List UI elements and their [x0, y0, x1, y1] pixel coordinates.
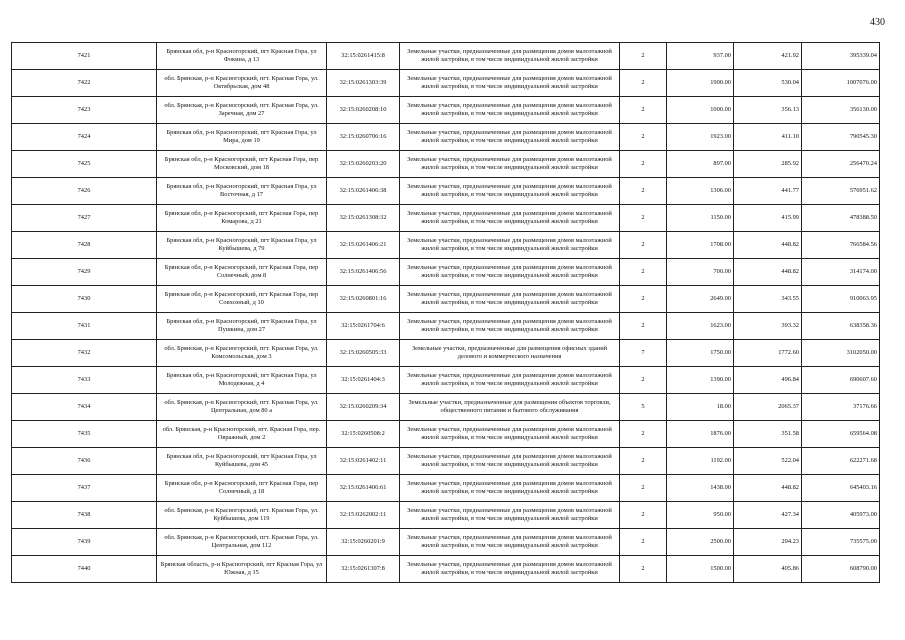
address-cell: обл. Брянская, р-н Красногорский, пгт. Красная Гора, пер. Овражный, дом 2: [157, 421, 327, 448]
table-row: [12, 340, 880, 367]
unit-value-cell: 530.04: [734, 70, 802, 97]
address-cell: Брянская обл, р-н Красногорский, пгт Красная Гора, ул Куйбышева, д 79: [157, 232, 327, 259]
unit-value-cell: 294.23: [734, 529, 802, 556]
area-cell: 1438.00: [667, 475, 734, 502]
table-row: [12, 394, 880, 421]
unit-value-cell: 2065.37: [734, 394, 802, 421]
row-number: 7437: [12, 475, 157, 502]
cadastral-number-cell: 32:15:0261404:3: [327, 367, 400, 394]
use-group-cell: 2: [620, 124, 667, 151]
address-cell: Брянская обл, р-н Красногорский, пгт Красная Гора, пер Комарова, д 21: [157, 205, 327, 232]
use-group-cell: 2: [620, 151, 667, 178]
area-cell: 2500.00: [667, 529, 734, 556]
cadastral-value-cell: 576951.62: [802, 178, 880, 205]
unit-value-cell: 427.34: [734, 502, 802, 529]
land-use-cell: Земельные участки, предназначенные для размещения домов малоэтажной жилой застройки, в том числе индивидуальной жилой застройки: [400, 475, 620, 502]
land-use-cell: Земельные участки, предназначенные для размещения домов малоэтажной жилой застройки, в том числе индивидуальной жилой застройки: [400, 313, 620, 340]
use-group-cell: 5: [620, 394, 667, 421]
cadastral-value-cell: 314174.00: [802, 259, 880, 286]
land-use-cell: Земельные участки, предназначенные для размещения домов малоэтажной жилой застройки, в том числе индивидуальной жилой застройки: [400, 178, 620, 205]
land-use-cell: Земельные участки, предназначенные для размещения домов малоэтажной жилой застройки, в том числе индивидуальной жилой застройки: [400, 502, 620, 529]
cadastral-number-cell: 32:15:0260706:16: [327, 124, 400, 151]
land-use-cell: Земельные участки, предназначенные для размещения домов малоэтажной жилой застройки, в том числе индивидуальной жилой застройки: [400, 70, 620, 97]
table-row: [12, 286, 880, 313]
land-use-cell: Земельные участки, предназначенные для размещения домов малоэтажной жилой застройки, в том числе индивидуальной жилой застройки: [400, 448, 620, 475]
use-group-cell: 2: [620, 286, 667, 313]
area-cell: 1192.00: [667, 448, 734, 475]
address-cell: Брянская обл, р-н Красногорский, пгт Красная Гора, ул Мира, дом 19: [157, 124, 327, 151]
row-number: 7427: [12, 205, 157, 232]
cadastral-number-cell: 32:15:0260508:2: [327, 421, 400, 448]
row-number: 7434: [12, 394, 157, 421]
table-row: [12, 205, 880, 232]
cadastral-value-cell: 478388.50: [802, 205, 880, 232]
row-number: 7433: [12, 367, 157, 394]
land-use-cell: Земельные участки, предназначенные для размещения домов малоэтажной жилой застройки, в том числе индивидуальной жилой застройки: [400, 232, 620, 259]
cadastral-value-cell: 690607.60: [802, 367, 880, 394]
cadastral-value-cell: 405973.00: [802, 502, 880, 529]
cadastral-number-cell: 32:15:0260801:16: [327, 286, 400, 313]
area-cell: 950.00: [667, 502, 734, 529]
cadastral-number-cell: 32:15:0261307:8: [327, 556, 400, 583]
table-row: [12, 43, 880, 70]
unit-value-cell: 522.04: [734, 448, 802, 475]
address-cell: обл. Брянская, р-н Красногорский, пгт. Красная Гора, ул. Октябрьская, дом 48: [157, 70, 327, 97]
cadastral-number-cell: 32:15:0260201:9: [327, 529, 400, 556]
unit-value-cell: 351.58: [734, 421, 802, 448]
row-number: 7421: [12, 43, 157, 70]
cadastral-number-cell: 32:15:0262002:11: [327, 502, 400, 529]
use-group-cell: 2: [620, 502, 667, 529]
land-use-cell: Земельные участки, предназначенные для размещения домов малоэтажной жилой застройки, в том числе индивидуальной жилой застройки: [400, 286, 620, 313]
cadastral-value-cell: 659564.08: [802, 421, 880, 448]
unit-value-cell: 1772.60: [734, 340, 802, 367]
row-number: 7429: [12, 259, 157, 286]
area-cell: 1708.00: [667, 232, 734, 259]
cadastral-value-cell: 395339.04: [802, 43, 880, 70]
table-row: [12, 259, 880, 286]
use-group-cell: 2: [620, 259, 667, 286]
row-number: 7425: [12, 151, 157, 178]
area-cell: 1306.00: [667, 178, 734, 205]
land-use-cell: Земельные участки, предназначенные для размещения домов малоэтажной жилой застройки, в том числе индивидуальной жилой застройки: [400, 124, 620, 151]
unit-value-cell: 441.77: [734, 178, 802, 205]
use-group-cell: 2: [620, 205, 667, 232]
cadastral-number-cell: 32:15:0261303:39: [327, 70, 400, 97]
cadastral-value-cell: 608790.00: [802, 556, 880, 583]
land-use-cell: Земельные участки, предназначенные для размещения домов малоэтажной жилой застройки, в том числе индивидуальной жилой застройки: [400, 151, 620, 178]
unit-value-cell: 393.32: [734, 313, 802, 340]
cadastral-value-cell: 910063.95: [802, 286, 880, 313]
use-group-cell: 2: [620, 313, 667, 340]
area-cell: 1000.00: [667, 97, 734, 124]
cadastral-value-cell: 622271.68: [802, 448, 880, 475]
unit-value-cell: 285.92: [734, 151, 802, 178]
area-cell: 937.00: [667, 43, 734, 70]
table-body: [12, 43, 880, 583]
cadastral-value-cell: 37176.66: [802, 394, 880, 421]
use-group-cell: 2: [620, 367, 667, 394]
cadastral-number-cell: 32:15:0261402:11: [327, 448, 400, 475]
area-cell: 1923.00: [667, 124, 734, 151]
area-cell: 1500.00: [667, 556, 734, 583]
table-row: [12, 70, 880, 97]
address-cell: обл. Брянская, р-н Красногорский, пгт. Красная Гора, ул. Комсомольская, дом 3: [157, 340, 327, 367]
table-row: [12, 448, 880, 475]
row-number: 7440: [12, 556, 157, 583]
area-cell: 1900.00: [667, 70, 734, 97]
unit-value-cell: 448.82: [734, 475, 802, 502]
cadastral-number-cell: 32:15:0261406:61: [327, 475, 400, 502]
unit-value-cell: 343.55: [734, 286, 802, 313]
area-cell: 2649.00: [667, 286, 734, 313]
cadastral-number-cell: 32:15:0261406:21: [327, 232, 400, 259]
use-group-cell: 2: [620, 232, 667, 259]
cadastral-number-cell: 32:15:0261406:56: [327, 259, 400, 286]
table-row: [12, 313, 880, 340]
row-number: 7424: [12, 124, 157, 151]
address-cell: Брянская область, р-н Красногорский, пгт Красная Гора, ул Южная, д 15: [157, 556, 327, 583]
table-row: [12, 178, 880, 205]
cadastral-value-cell: 3102050.00: [802, 340, 880, 367]
land-plots-table: [11, 42, 880, 583]
row-number: 7422: [12, 70, 157, 97]
cadastral-number-cell: 32:15:0260203:20: [327, 151, 400, 178]
row-number: 7439: [12, 529, 157, 556]
address-cell: Брянская обл, р-н Красногорский, пгт Красная Гора, ул Куйбышева, дом 45: [157, 448, 327, 475]
row-number: 7431: [12, 313, 157, 340]
row-number: 7436: [12, 448, 157, 475]
land-use-cell: Земельные участки, предназначенные для размещения домов малоэтажной жилой застройки, в том числе индивидуальной жилой застройки: [400, 556, 620, 583]
table-row: [12, 151, 880, 178]
page-number: 430: [870, 17, 885, 28]
address-cell: обл. Брянская, р-н Красногорский, пгт. Красная Гора, ул. Центральная, дом 80 а: [157, 394, 327, 421]
table-row: [12, 421, 880, 448]
address-cell: обл. Брянская, р-н Красногорский, пгт. Красная Гора, ул. Центральная, дом 112: [157, 529, 327, 556]
use-group-cell: 2: [620, 448, 667, 475]
row-number: 7432: [12, 340, 157, 367]
table-row: [12, 529, 880, 556]
address-cell: Брянская обл, р-н Красногорский, пгт Красная Гора, пер Солнечный, д 18: [157, 475, 327, 502]
address-cell: Брянская обл, р-н Красногорский, пгт Красная Гора, ул Восточная, д 17: [157, 178, 327, 205]
use-group-cell: 2: [620, 421, 667, 448]
land-use-cell: Земельные участки, предназначенные для размещения офисных зданий делового и коммерческого назначения: [400, 340, 620, 367]
area-cell: 897.00: [667, 151, 734, 178]
area-cell: 1876.00: [667, 421, 734, 448]
address-cell: обл. Брянская, р-н Красногорский, пгт. Красная Гора, ул. Заречная, дом 27: [157, 97, 327, 124]
cadastral-number-cell: 32:15:0261308:32: [327, 205, 400, 232]
land-use-cell: Земельные участки, предназначенные для размещения домов малоэтажной жилой застройки, в том числе индивидуальной жилой застройки: [400, 205, 620, 232]
row-number: 7435: [12, 421, 157, 448]
unit-value-cell: 448.82: [734, 259, 802, 286]
land-use-cell: Земельные участки, предназначенные для размещения домов малоэтажной жилой застройки, в том числе индивидуальной жилой застройки: [400, 97, 620, 124]
use-group-cell: 2: [620, 475, 667, 502]
row-number: 7430: [12, 286, 157, 313]
table-row: [12, 97, 880, 124]
address-cell: Брянская обл, р-н Красногорский, пгт Красная Гора, пер Солнечный, дом 8: [157, 259, 327, 286]
row-number: 7426: [12, 178, 157, 205]
address-cell: Брянская обл, р-н Красногорский, пгт Красная Гора, пер Совхозный, д 10: [157, 286, 327, 313]
area-cell: 1390.00: [667, 367, 734, 394]
cadastral-number-cell: 32:15:0260208:10: [327, 97, 400, 124]
unit-value-cell: 411.10: [734, 124, 802, 151]
cadastral-value-cell: 356130.00: [802, 97, 880, 124]
use-group-cell: 7: [620, 340, 667, 367]
table-row: [12, 502, 880, 529]
cadastral-number-cell: 32:15:0261406:38: [327, 178, 400, 205]
land-use-cell: Земельные участки, предназначенные для размещения домов малоэтажной жилой застройки, в том числе индивидуальной жилой застройки: [400, 43, 620, 70]
unit-value-cell: 496.84: [734, 367, 802, 394]
cadastral-number-cell: 32:15:0260209:34: [327, 394, 400, 421]
address-cell: Брянская обл, р-н Красногорский, пгт Красная Гора, ул Пушкина, дом 27: [157, 313, 327, 340]
land-use-cell: Земельные участки, предназначенные для размещения домов малоэтажной жилой застройки, в том числе индивидуальной жилой застройки: [400, 259, 620, 286]
use-group-cell: 2: [620, 97, 667, 124]
address-cell: обл. Брянская, р-н Красногорский, пгт. Красная Гора, ул. Куйбышева, дом 119: [157, 502, 327, 529]
table-row: [12, 367, 880, 394]
address-cell: Брянская обл, р-н Красногорский, пгт Красная Гора, пер Московский, дом 18: [157, 151, 327, 178]
cadastral-number-cell: 32:15:0261415:8: [327, 43, 400, 70]
cadastral-value-cell: 766584.56: [802, 232, 880, 259]
cadastral-value-cell: 790545.30: [802, 124, 880, 151]
use-group-cell: 2: [620, 70, 667, 97]
cadastral-number-cell: 32:15:0260505:33: [327, 340, 400, 367]
unit-value-cell: 405.86: [734, 556, 802, 583]
area-cell: 1150.00: [667, 205, 734, 232]
table-row: [12, 475, 880, 502]
row-number: 7428: [12, 232, 157, 259]
address-cell: Брянская обл, р-н Красногорский, пгт Красная Гора, ул Молодежная, д 4: [157, 367, 327, 394]
use-group-cell: 2: [620, 529, 667, 556]
area-cell: 18.00: [667, 394, 734, 421]
cadastral-value-cell: 645403.16: [802, 475, 880, 502]
cadastral-value-cell: 1007076.00: [802, 70, 880, 97]
cadastral-value-cell: 638358.36: [802, 313, 880, 340]
address-cell: Брянская обл, р-н Красногорский, пгт Красная Гора, ул Фокина, д 13: [157, 43, 327, 70]
unit-value-cell: 448.82: [734, 232, 802, 259]
use-group-cell: 2: [620, 178, 667, 205]
cadastral-value-cell: 256470.24: [802, 151, 880, 178]
cadastral-number-cell: 32:15:0261704:6: [327, 313, 400, 340]
table-row: [12, 124, 880, 151]
area-cell: 1623.00: [667, 313, 734, 340]
unit-value-cell: 421.92: [734, 43, 802, 70]
use-group-cell: 2: [620, 43, 667, 70]
row-number: 7438: [12, 502, 157, 529]
land-use-cell: Земельные участки, предназначенные для размещения объектов торговли, общественного питания и бытового обслуживания: [400, 394, 620, 421]
unit-value-cell: 356.13: [734, 97, 802, 124]
table-row: [12, 232, 880, 259]
land-use-cell: Земельные участки, предназначенные для размещения домов малоэтажной жилой застройки, в том числе индивидуальной жилой застройки: [400, 367, 620, 394]
area-cell: 1750.00: [667, 340, 734, 367]
land-use-cell: Земельные участки, предназначенные для размещения домов малоэтажной жилой застройки, в том числе индивидуальной жилой застройки: [400, 529, 620, 556]
use-group-cell: 2: [620, 556, 667, 583]
row-number: 7423: [12, 97, 157, 124]
table-row: [12, 556, 880, 583]
area-cell: 700.00: [667, 259, 734, 286]
cadastral-value-cell: 735575.00: [802, 529, 880, 556]
unit-value-cell: 415.99: [734, 205, 802, 232]
land-use-cell: Земельные участки, предназначенные для размещения домов малоэтажной жилой застройки, в том числе индивидуальной жилой застройки: [400, 421, 620, 448]
